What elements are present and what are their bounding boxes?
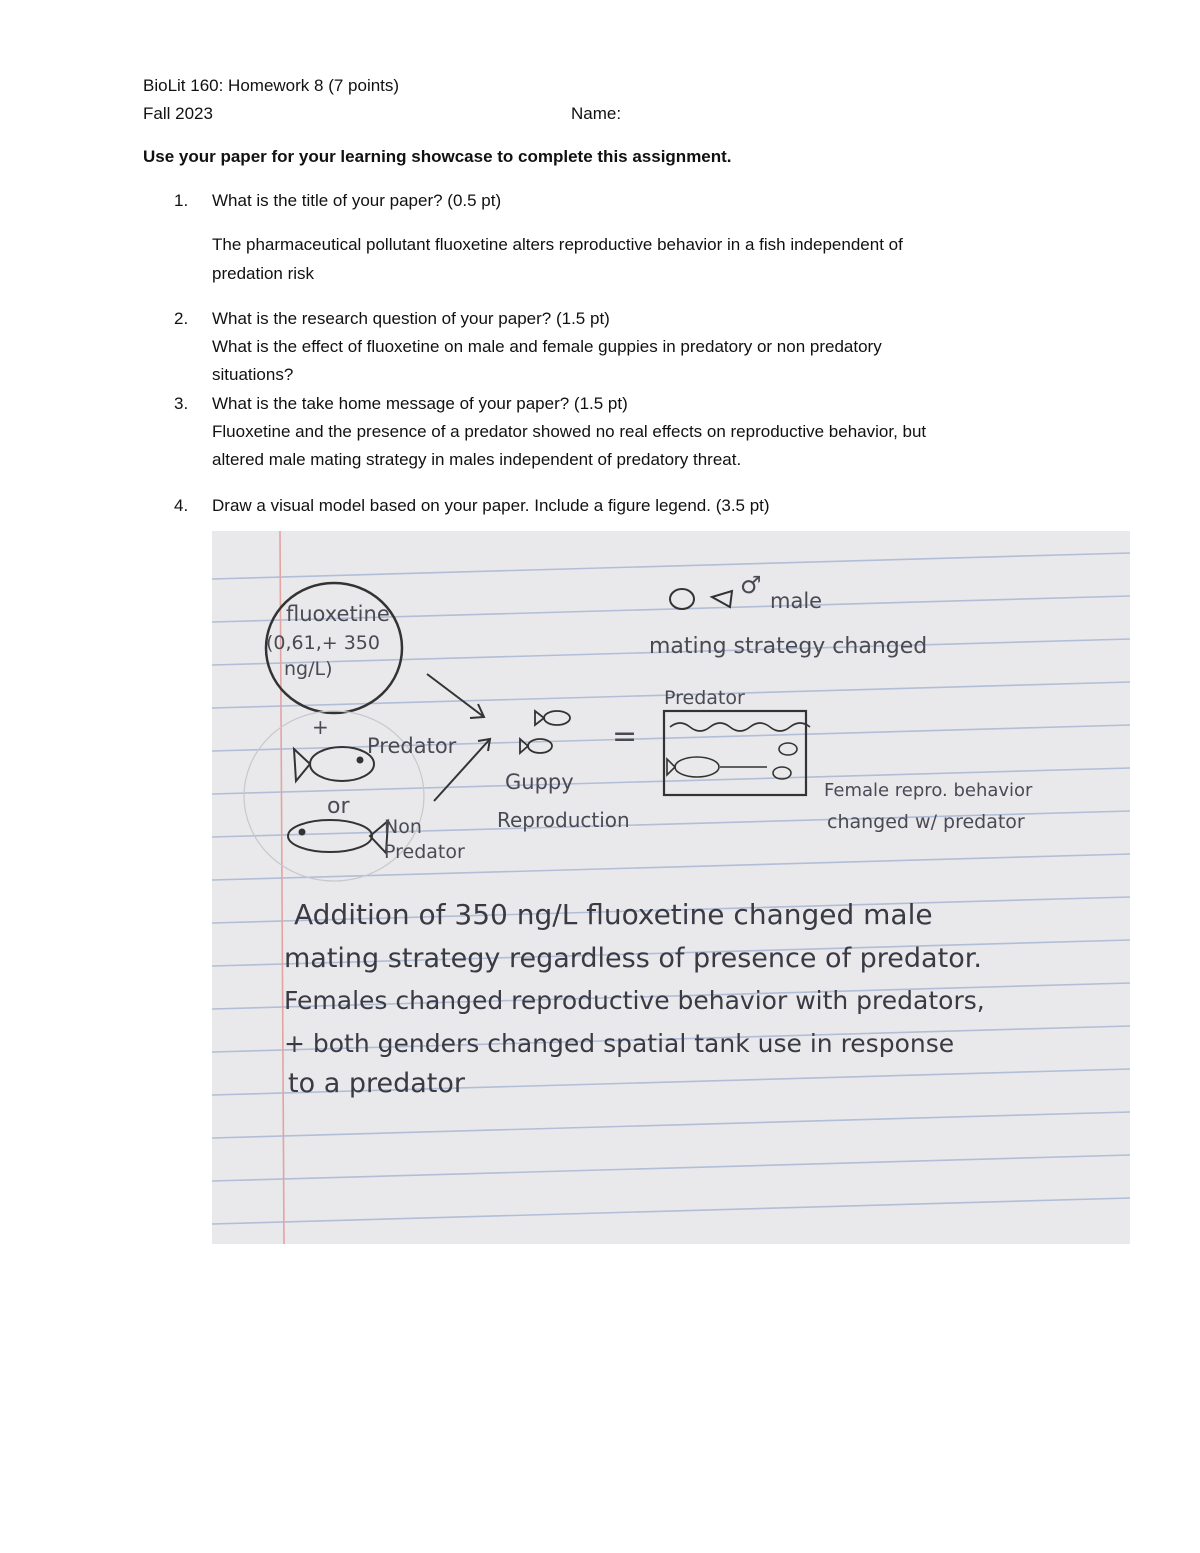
answer-line: situations? [212, 365, 294, 384]
plus-sign: + [312, 715, 329, 739]
question-number: 3. [174, 394, 189, 413]
fluoxetine-units: ng/L) [284, 658, 333, 680]
guppy-label: Guppy [505, 770, 574, 794]
female-behavior-label: Female repro. behavior [824, 780, 1033, 801]
instruction: Use your paper for your learning showcase to complete this assignment. [143, 147, 732, 166]
legend-line: Females changed reproductive behavior with predators, [284, 986, 985, 1015]
answer-line: predation risk [212, 264, 315, 283]
question-text: Draw a visual model based on your paper. Include a figure legend. (3.5 pt) [212, 496, 770, 515]
female-predator-label: changed w/ predator [827, 811, 1025, 833]
predator-label: Predator [367, 734, 457, 758]
non-label: Non [384, 816, 422, 838]
mating-strategy-label: mating strategy changed [649, 634, 928, 659]
tank-predator-label: Predator [664, 687, 745, 709]
non-predator-label: Predator [384, 841, 465, 863]
legend-line: Addition of 350 ng/L fluoxetine changed male [294, 898, 933, 931]
equals-sign: = [612, 719, 638, 754]
male-label: male [770, 589, 823, 613]
answer-line: Fluoxetine and the presence of a predator showed no real effects on reproductive behavior, but [212, 422, 927, 441]
question-text: What is the title of your paper? (0.5 pt) [212, 191, 502, 210]
question-number: 1. [174, 191, 189, 210]
question-number: 2. [174, 309, 189, 328]
legend-line: mating strategy regardless of presence of predator. [284, 943, 982, 974]
name-label: Name: [571, 104, 622, 123]
term: Fall 2023 [143, 104, 213, 123]
legend-line: to a predator [288, 1068, 465, 1099]
fluoxetine-label: fluoxetine [286, 602, 390, 626]
answer-line: What is the effect of fluoxetine on male and female guppies in predatory or non predatory [212, 337, 882, 356]
answer-line: altered male mating strategy in males independent of predatory threat. [212, 450, 742, 469]
fluoxetine-doses: (0,61,+ 350 [266, 632, 380, 654]
legend-line: + both genders changed spatial tank use in response [284, 1029, 955, 1058]
course-title: BioLit 160: Homework 8 (7 points) [143, 76, 400, 95]
question-number: 4. [174, 496, 189, 515]
male-symbol: ♂ [740, 571, 762, 599]
reproduction-label: Reproduction [497, 808, 630, 832]
visual-model-photo [212, 531, 1130, 1244]
question-text: What is the take home message of your paper? (1.5 pt) [212, 394, 628, 413]
or-label: or [327, 794, 350, 819]
answer-line: The pharmaceutical pollutant fluoxetine alters reproductive behavior in a fish independent of [212, 235, 903, 254]
question-text: What is the research question of your paper? (1.5 pt) [212, 309, 610, 328]
